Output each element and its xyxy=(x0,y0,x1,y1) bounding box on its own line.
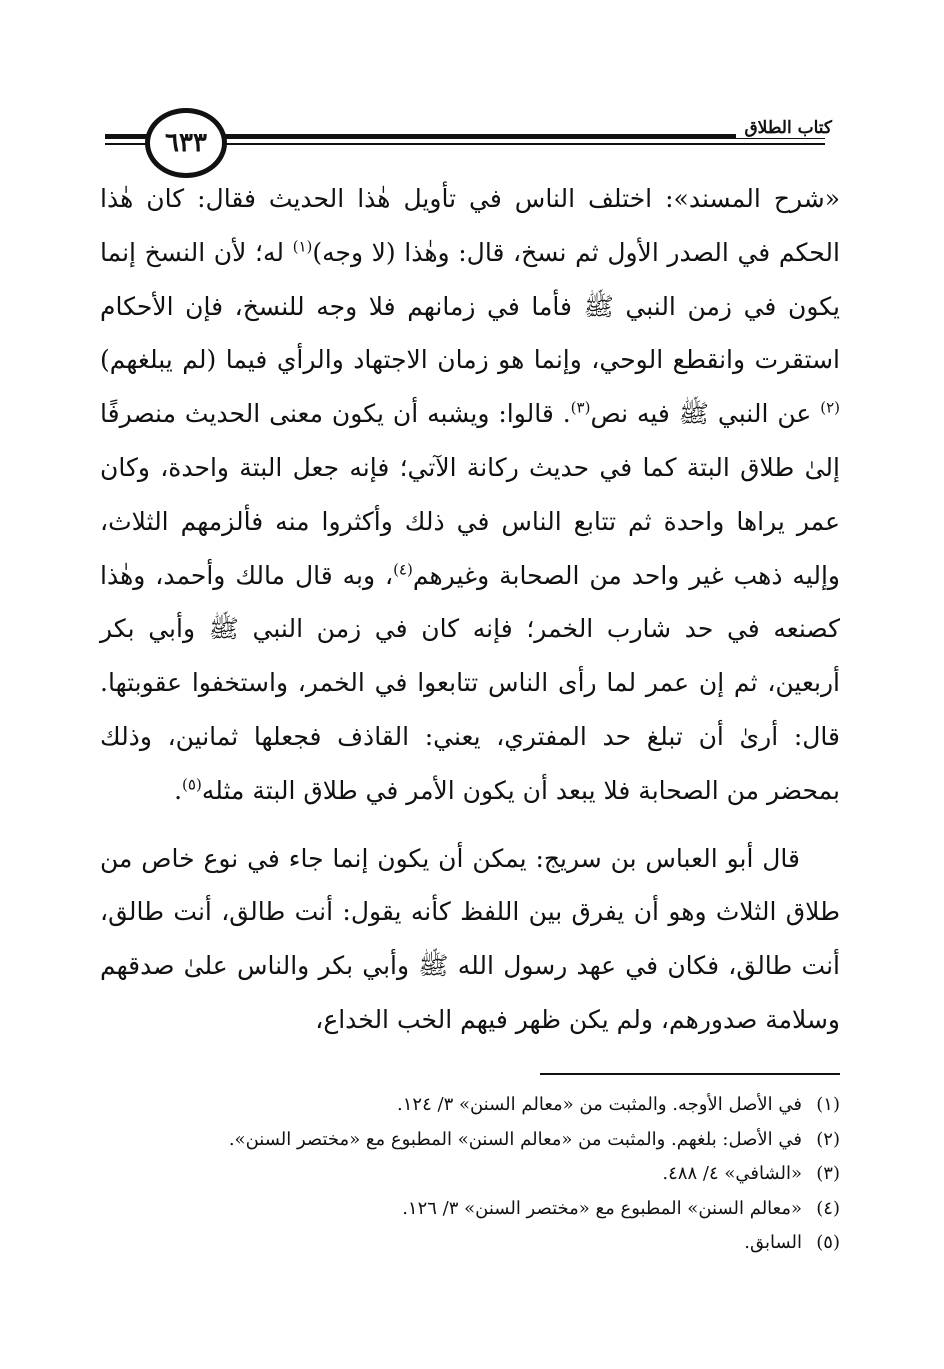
footnote-item xyxy=(100,1088,840,1123)
text-run: . قالوا: ويشبه أن يكون معنى الحديث منصرفًا إلىٰ طلاق البتة كما في حديث ركانة الآتي؛ فإنه جعل البتة واحدة، وكان عمر يراها واحدة ثم تتابع الناس في ذلك وأكثروا منه فألزمهم الثلاث، وإليه ذهب غير واحد من الصحابة وغيرهم xyxy=(100,399,840,590)
footnote-item xyxy=(100,1157,840,1192)
footnote-ref[interactable]: (١) xyxy=(292,237,313,256)
page-number: ٦٣٣ xyxy=(145,108,227,178)
footnote-text: «معالم السنن» المطبوع مع «مختصر السنن» ٣/ ١٢٦. xyxy=(402,1197,802,1219)
footnote-ref[interactable]: (٥) xyxy=(182,775,202,794)
footnote-item xyxy=(100,1192,840,1227)
footnote-ref[interactable]: (٢) xyxy=(820,398,840,417)
text-run: له؛ لأن النسخ إنما يكون في زمن النبي ﷺ فأما في زمانهم فلا وجه للنسخ، فإن الأحكام استقرت وانقطع الوحي، وإنما هو زمان الاجتهاد والرأي فيما (لم يبلغهم) xyxy=(100,237,840,375)
text-run: «شرح المسند»: اختلف الناس في تأويل هٰذا الحديث فقال: كان هٰذا الحكم في الصدر الأول ثم نسخ، قال: وهٰذا (لا وجه) xyxy=(100,184,840,267)
footnote-text: السابق. xyxy=(744,1232,802,1253)
footnote-item xyxy=(100,1226,840,1261)
paragraph-2 xyxy=(100,832,840,1047)
body-text xyxy=(100,172,840,1047)
footnote-number: (٤) xyxy=(816,1197,840,1219)
text-run: ، وبه قال مالك وأحمد، وهٰذا كصنعه في حد شارب الخمر؛ فإنه كان في زمن النبي ﷺ وأبي بكر أربعين، ثم إن عمر لما رأى الناس تتابعوا في الخمر، واستخفوا عقوبتها. قال: أرىٰ أن تبلغ حد المفتري، يعني: القاذف فجعلها ثمانين، وذلك بمحضر من الصحابة فلا يبعد أن يكون الأمر في طلاق البتة مثله xyxy=(100,560,840,805)
text-run: . xyxy=(174,775,183,805)
footnote-number: (٢) xyxy=(816,1128,840,1150)
footnote-text: في الأصل الأوجه. والمثبت من «معالم السنن» ٣/ ١٢٤. xyxy=(397,1094,802,1115)
running-title: كتاب الطلاق xyxy=(736,118,840,138)
footnote-ref[interactable]: (٣) xyxy=(570,398,591,417)
text-run: عن النبي ﷺ فيه نص xyxy=(590,399,821,429)
footnote-number: (١) xyxy=(816,1094,840,1115)
footnotes xyxy=(100,1088,840,1261)
footnote-item xyxy=(100,1123,840,1158)
paragraph-1 xyxy=(100,172,840,818)
footnote-text: في الأصل: بلغهم. والمثبت من «معالم السنن» المطبوع مع «مختصر السنن». xyxy=(228,1128,802,1150)
footnote-text: «الشافي» ٤/ ٤٨٨. xyxy=(662,1163,802,1184)
footnote-ref[interactable]: (٤) xyxy=(393,560,413,579)
text-run: قال أبو العباس بن سريج: يمكن أن يكون إنما جاء في نوع خاص من طلاق الثلاث وهو أن يفرق بين اللفظ كأنه يقول: أنت طالق، أنت طالق، أنت طالق، فكان في عهد رسول الله ﷺ وأبي بكر والناس علىٰ صدقهم وسلامة صدورهم، ولم يكن ظهر فيهم الخب الخداع، xyxy=(100,843,840,1034)
footnote-number: (٥) xyxy=(816,1232,840,1253)
page-header xyxy=(105,108,840,172)
footnote-divider xyxy=(540,1073,840,1075)
footnote-number: (٣) xyxy=(816,1163,840,1184)
